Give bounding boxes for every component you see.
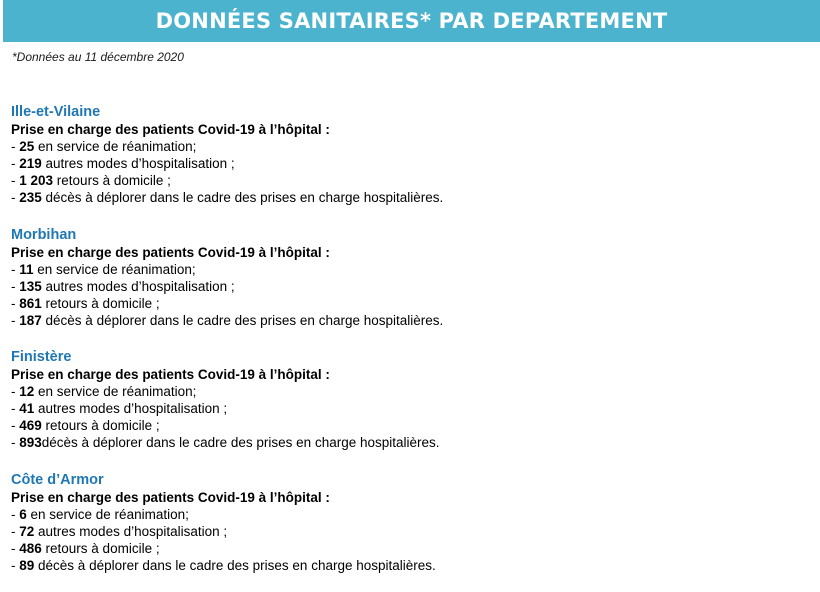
department-name: Morbihan bbox=[11, 227, 77, 243]
stat-line-hospitalisation: - 219 autres modes d’hospitalisation ; bbox=[11, 156, 235, 171]
department-block bbox=[11, 471, 801, 574]
page-title: DONNÉES SANITAIRES* PAR DEPARTEMENT bbox=[155, 9, 668, 33]
stat-line-deces: - 187 décès à déplorer dans le cadre des prises en charge hospitalières. bbox=[11, 313, 444, 328]
stat-line-reanimation: - 12 en service de réanimation; bbox=[11, 384, 197, 399]
stat-line-domicile: - 861 retours à domicile ; bbox=[11, 296, 160, 311]
department-subtitle: Prise en charge des patients Covid-19 à l’hôpital : bbox=[11, 122, 330, 137]
stat-value: 12 bbox=[19, 384, 35, 399]
stat-line-hospitalisation: - 41 autres modes d’hospitalisation ; bbox=[11, 401, 228, 416]
department-subtitle: Prise en charge des patients Covid-19 à l’hôpital : bbox=[11, 490, 330, 505]
stat-value: 25 bbox=[19, 139, 35, 154]
department-subtitle: Prise en charge des patients Covid-19 à l’hôpital : bbox=[11, 245, 330, 260]
date-note: *Données au 11 décembre 2020 bbox=[12, 50, 184, 64]
department-name: Finistère bbox=[11, 349, 72, 365]
department-name: Ille-et-Vilaine bbox=[11, 104, 101, 120]
stat-value: 187 bbox=[19, 313, 42, 328]
stat-line-hospitalisation: - 135 autres modes d’hospitalisation ; bbox=[11, 279, 235, 294]
stat-line-deces: - 89 décès à déplorer dans le cadre des prises en charge hospitalières. bbox=[11, 558, 436, 573]
department-name: Côte d’Armor bbox=[11, 472, 104, 488]
department-block bbox=[11, 348, 801, 451]
department-block bbox=[11, 103, 801, 206]
stat-value: 135 bbox=[19, 279, 42, 294]
stat-value: 89 bbox=[19, 558, 35, 573]
stat-value: 219 bbox=[19, 156, 42, 171]
stat-line-domicile: - 469 retours à domicile ; bbox=[11, 418, 160, 433]
stat-value: 72 bbox=[19, 524, 35, 539]
stat-line-reanimation: - 6 en service de réanimation; bbox=[11, 507, 189, 522]
stat-value: 1 203 bbox=[19, 173, 54, 188]
title-banner bbox=[3, 0, 820, 42]
stat-value: 6 bbox=[19, 507, 27, 522]
stat-value: 469 bbox=[19, 418, 42, 433]
stat-value: 11 bbox=[19, 262, 34, 277]
stat-line-domicile: - 486 retours à domicile ; bbox=[11, 541, 160, 556]
stat-line-deces: - 235 décès à déplorer dans le cadre des prises en charge hospitalières. bbox=[11, 190, 444, 205]
stat-line-domicile: - 1 203 retours à domicile ; bbox=[11, 173, 171, 188]
stat-value: 861 bbox=[19, 296, 42, 311]
stat-value: 235 bbox=[19, 190, 42, 205]
stat-line-deces: - 893décès à déplorer dans le cadre des prises en charge hospitalières. bbox=[11, 435, 440, 450]
stat-value: 486 bbox=[19, 541, 42, 556]
stat-line-reanimation: - 25 en service de réanimation; bbox=[11, 139, 197, 154]
stat-value: 893 bbox=[19, 435, 42, 450]
stat-line-hospitalisation: - 72 autres modes d’hospitalisation ; bbox=[11, 524, 228, 539]
department-block bbox=[11, 226, 801, 329]
stat-value: 41 bbox=[19, 401, 35, 416]
stat-line-reanimation: - 11 en service de réanimation; bbox=[11, 262, 196, 277]
department-subtitle: Prise en charge des patients Covid-19 à l’hôpital : bbox=[11, 367, 330, 382]
